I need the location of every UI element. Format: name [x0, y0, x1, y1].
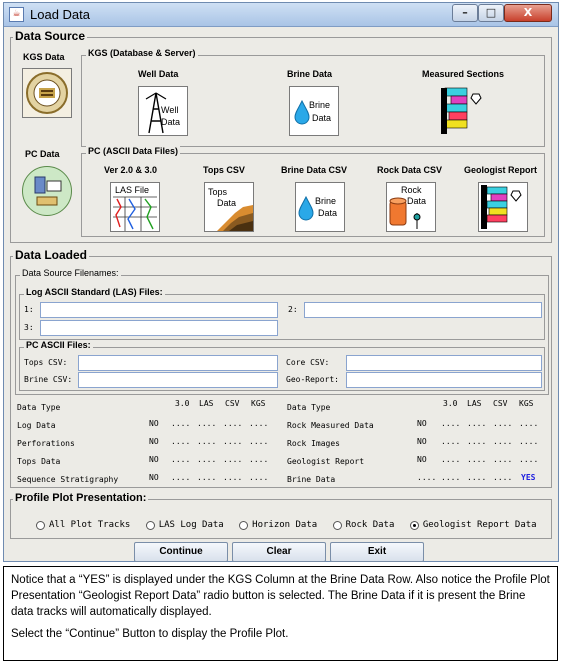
row-brine-data-kgs-yes: YES [521, 473, 536, 482]
row-tops-data-3-0: NO [149, 455, 159, 464]
radio-dot-selected[interactable] [410, 521, 419, 530]
row-sequence-stratigraphy-3-0: NO [149, 473, 159, 482]
las-file-2-field[interactable] [304, 302, 542, 318]
pc-ascii-files-group [19, 340, 545, 391]
row-sequence-stratigraphy-extra: .... [249, 473, 269, 482]
row-brine-data-csv: .... [467, 473, 487, 482]
continue-button[interactable]: Continue [134, 542, 228, 562]
row-tops-data-name: Tops Data [17, 457, 61, 466]
tops-data-icon-text-1: Tops [208, 187, 228, 197]
row-rock-measured-name: Rock Measured Data [287, 421, 374, 430]
row-rock-measured-extra: .... [519, 419, 539, 428]
row-geologist-report-csv: .... [467, 455, 487, 464]
row-geologist-report-3-0: NO [417, 455, 427, 464]
ver-las-label: Ver 2.0 & 3.0 [104, 165, 158, 175]
row-rock-images-csv: .... [467, 437, 487, 446]
note-paragraph-2: Select the “Continue” Button to display the Profile Plot. [11, 628, 289, 640]
measured-sections-icon[interactable] [439, 86, 489, 136]
status-table [11, 395, 553, 487]
las-2-label: 2: [288, 305, 298, 314]
brine-csv-icon[interactable] [295, 182, 345, 232]
pc-data-label: PC Data [25, 149, 60, 159]
row-geologist-report-kgs: .... [493, 455, 513, 464]
well-data-icon-text-2: Data [161, 117, 181, 127]
rock-csv-label: Rock Data CSV [377, 165, 443, 175]
brine-csv-icon-text-1: Brine [315, 196, 337, 206]
row-perforations-las: .... [171, 437, 191, 446]
data-loaded-title: Data Loaded [15, 248, 88, 262]
pc-data-icon[interactable] [22, 166, 72, 216]
left-header-data-type: Data Type [17, 403, 61, 412]
row-sequence-stratigraphy-kgs: .... [223, 473, 243, 482]
radio-dot[interactable] [333, 521, 342, 530]
radio-label: LAS Log Data [158, 520, 224, 530]
geologist-report-label: Geologist Report [464, 165, 538, 175]
right-header-3-0: 3.0 [443, 399, 458, 408]
row-tops-data-las: .... [171, 455, 191, 464]
las-3-label: 3: [24, 323, 34, 332]
rock-data-icon-text-1: Rock [401, 185, 422, 195]
exit-button[interactable]: Exit [330, 542, 424, 562]
radio-rock-data[interactable] [333, 520, 395, 530]
row-perforations-name: Perforations [17, 439, 75, 448]
row-rock-measured-csv: .... [467, 419, 487, 428]
tops-csv-label: Tops CSV: [24, 358, 68, 367]
core-csv-field[interactable] [346, 355, 542, 371]
kgs-logo-icon[interactable] [22, 68, 72, 118]
minimize-button[interactable]: – [452, 4, 478, 22]
row-tops-data-kgs: .... [223, 455, 243, 464]
row-log-data-3-0: NO [149, 419, 159, 428]
row-perforations-csv: .... [197, 437, 217, 446]
brine-data-icon-text-1: Brine [309, 100, 331, 110]
row-geologist-report-las: .... [441, 455, 461, 464]
row-brine-data-las: .... [441, 473, 461, 482]
measured-sections-label: Measured Sections [422, 69, 505, 79]
load-data-window [3, 2, 559, 562]
brine-data-icon-text-2: Data [312, 113, 332, 123]
rock-data-icon-text-2: Data [407, 196, 427, 206]
radio-label: Horizon Data [252, 520, 318, 530]
las-files-group [19, 287, 545, 340]
las-files-title: Log ASCII Standard (LAS) Files: [26, 287, 163, 297]
las-file-3-field[interactable] [40, 320, 278, 336]
well-data-label: Well Data [138, 69, 179, 79]
window-title: Load Data [30, 7, 90, 22]
pc-ascii-files-title: PC ASCII Files: [26, 340, 91, 350]
row-log-data-csv: .... [197, 419, 217, 428]
pc-ascii-group [81, 146, 545, 237]
kgs-group-title: KGS (Database & Server) [88, 48, 196, 58]
tops-data-icon[interactable] [204, 182, 254, 232]
rock-data-icon[interactable] [386, 182, 436, 232]
row-perforations-3-0: NO [149, 437, 159, 446]
filenames-title: Data Source Filenames: [22, 268, 119, 278]
well-data-icon-text-1: Well [161, 105, 179, 115]
title-bar [4, 3, 558, 27]
data-source-title: Data Source [15, 29, 86, 43]
brine-csv-label: Brine Data CSV [281, 165, 348, 175]
las-file-icon-text: LAS File [115, 185, 150, 195]
row-sequence-stratigraphy-csv: .... [197, 473, 217, 482]
left-header-csv: CSV [225, 399, 240, 408]
radio-dot[interactable] [36, 521, 45, 530]
row-tops-data-extra: .... [249, 455, 269, 464]
row-geologist-report-extra: .... [519, 455, 539, 464]
radio-dot[interactable] [146, 521, 155, 530]
row-brine-data-3-0: .... [417, 473, 437, 482]
row-rock-images-name: Rock Images [287, 439, 340, 448]
row-log-data-extra: .... [249, 419, 269, 428]
data-source-panel [10, 29, 552, 243]
row-geologist-report-name: Geologist Report [287, 457, 365, 466]
left-header-kgs: KGS [251, 399, 266, 408]
tops-csv-label: Tops CSV [203, 165, 245, 175]
radio-dot[interactable] [239, 521, 248, 530]
java-app-icon: ☕ [9, 7, 24, 22]
row-rock-images-3-0: NO [417, 437, 427, 446]
row-brine-data-name: Brine Data [287, 475, 336, 484]
row-log-data-name: Log Data [17, 421, 56, 430]
row-perforations-kgs: .... [223, 437, 243, 446]
radio-las-log-data[interactable] [146, 520, 224, 530]
close-button[interactable]: X [504, 4, 552, 22]
left-header-3-0: 3.0 [175, 399, 190, 408]
row-log-data-kgs: .... [223, 419, 243, 428]
row-rock-images-las: .... [441, 437, 461, 446]
right-header-kgs: KGS [519, 399, 534, 408]
radio-all-plot-tracks[interactable] [36, 520, 130, 530]
brine-csv-icon-text-2: Data [318, 208, 338, 218]
instruction-note [3, 566, 558, 661]
row-rock-measured-las: .... [441, 419, 461, 428]
row-log-data-las: .... [171, 419, 191, 428]
note-paragraph-1: Notice that a “YES” is displayed under the KGS Column at the Brine Data Row. Also notice the Profile Plot Presentation “Geologist Report Data” radio button is selected. The Brine Data if it is present the Brine data tracks will automatically displayed. [11, 574, 550, 618]
row-rock-measured-3-0: NO [417, 419, 427, 428]
brine-data-icon[interactable] [289, 86, 339, 136]
row-tops-data-csv: .... [197, 455, 217, 464]
row-sequence-stratigraphy-las: .... [171, 473, 191, 482]
kgs-data-label: KGS Data [23, 52, 65, 62]
filenames-group [15, 268, 549, 395]
brine-data-label: Brine Data [287, 69, 333, 79]
row-rock-images-kgs: .... [493, 437, 513, 446]
core-csv-label: Core CSV: [286, 358, 330, 367]
brine-csv-field[interactable] [78, 372, 278, 388]
maximize-button[interactable]: □ [478, 4, 504, 22]
right-header-las: LAS [467, 399, 482, 408]
radio-horizon-data[interactable] [239, 520, 317, 530]
geo-report-field[interactable] [346, 372, 542, 388]
radio-label: Geologist Report Data [422, 520, 537, 530]
tops-csv-field[interactable] [78, 355, 278, 371]
profile-radio-group [36, 520, 547, 533]
las-1-label: 1: [24, 305, 34, 314]
row-brine-data-dots: .... [493, 473, 513, 482]
right-header-csv: CSV [493, 399, 508, 408]
row-sequence-stratigraphy-name: Sequence Stratigraphy [17, 475, 119, 484]
well-data-icon[interactable] [138, 86, 188, 136]
las-file-1-field[interactable] [40, 302, 278, 318]
profile-plot-title: Profile Plot Presentation: [15, 492, 147, 504]
radio-geologist-report-data[interactable] [410, 520, 537, 530]
geo-report-label: Geo-Report: [286, 375, 339, 384]
left-header-las: LAS [199, 399, 214, 408]
right-header-data-type: Data Type [287, 403, 331, 412]
pc-group-title: PC (ASCII Data Files) [88, 146, 179, 156]
data-loaded-panel [10, 248, 552, 488]
row-rock-images-extra: .... [519, 437, 539, 446]
radio-label: All Plot Tracks [49, 520, 131, 530]
profile-plot-panel [10, 492, 552, 539]
kgs-database-group [81, 48, 545, 147]
row-perforations-extra: .... [249, 437, 269, 446]
brine-csv-field-label: Brine CSV: [24, 375, 73, 384]
radio-label: Rock Data [345, 520, 395, 530]
clear-button[interactable]: Clear [232, 542, 326, 562]
las-file-icon[interactable] [110, 182, 160, 232]
row-rock-measured-kgs: .... [493, 419, 513, 428]
geologist-report-icon[interactable] [478, 182, 528, 232]
tops-data-icon-text-2: Data [217, 198, 237, 208]
